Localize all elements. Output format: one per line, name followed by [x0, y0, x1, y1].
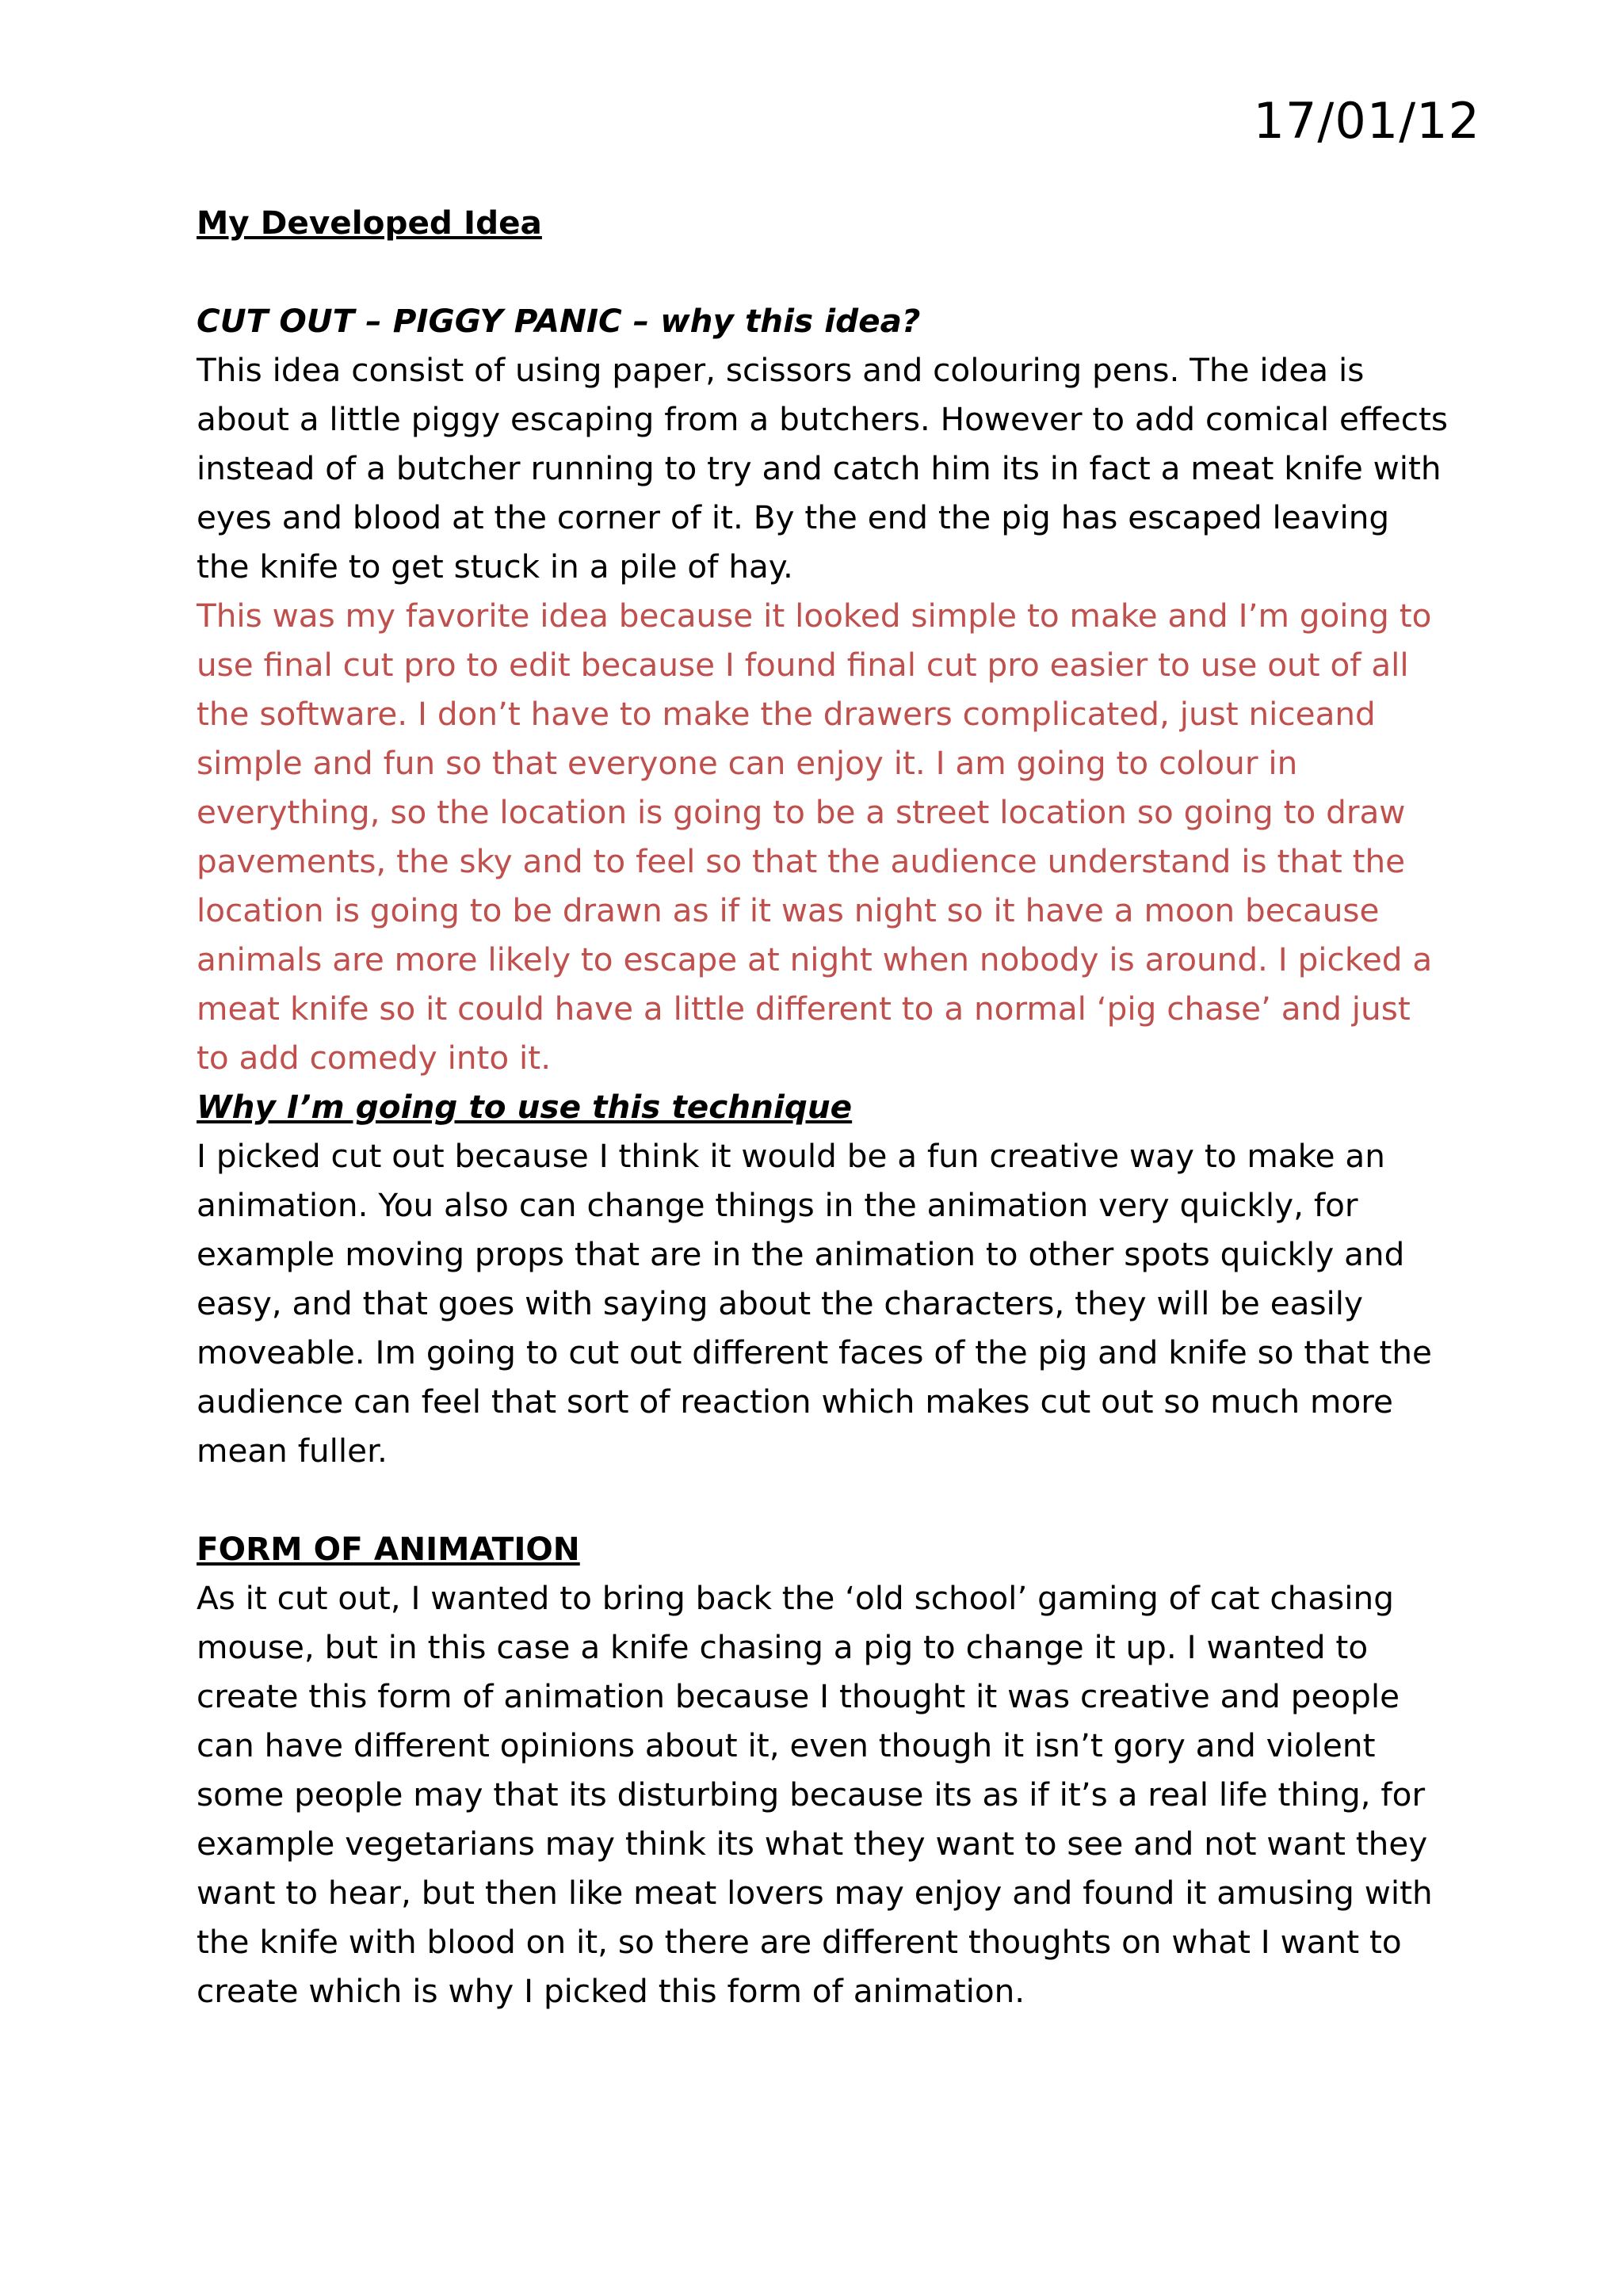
favorite-paragraph: This was my favorite idea because it looked simple to make and I’m going to use final cut pro to edit because I found final cut pro easier to use out of all the software. I don’t have to make the drawers complicated, just niceand simple and fun so that everyone can enjoy it. I am going to colour in everything, so the location is going to be a street location so going to draw pavements, the sky and to feel so that the audience understand is that the location is going to be drawn as if it was night so it have a moon because animals are more likely to escape at night when nobody is around. I picked a meat knife so it could have a little different to a normal ‘pig chase’ and just to add comedy into it. [197, 597, 1433, 1077]
idea-heading: CUT OUT – PIGGY PANIC – why this idea? [197, 302, 921, 340]
idea-paragraph: This idea consist of using paper, scissors and colouring pens. The idea is about a little piggy escaping from a butchers. However to add comical effects instead of a butcher running to try and catch him its in fact a meat knife with eyes and blood at the corner of it. By the end the pig has escaped leaving the knife to get stuck in a pile of hay. [197, 351, 1448, 585]
spacer [197, 1475, 1449, 1524]
technique-paragraph: I picked cut out because I think it would be a fun creative way to make an animation. You also can change things in the animation very quickly, for example moving props that are in the animation to other spots quickly and easy, and that goes with saying about the characters, they will be easily moveable. Im going to cut out different faces of the pig and knife so that the audience can feel that sort of reaction which makes cut out so much more mean fuller. [197, 1137, 1432, 1470]
form-heading: FORM OF ANIMATION [197, 1530, 580, 1568]
document-title: My Developed Idea [197, 204, 542, 242]
document-date: 17/01/12 [1253, 92, 1480, 150]
form-paragraph: As it cut out, I wanted to bring back the ‘old school’ gaming of cat chasing mouse, but in this case a knife chasing a pig to change it up. I wanted to create this form of animation because I thought it was creative and people can have different opinions about it, even though it isn’t gory and violent some people may that its disturbing because its as if it’s a real life thing, for example vegetarians may think its what they want to see and not want they want to hear, but then like meat lovers may enjoy and found it amusing with the knife with blood on it, so there are different thoughts on what I want to create which is why I picked this form of animation. [197, 1579, 1433, 2010]
spacer [197, 247, 1449, 296]
technique-heading: Why I’m going to use this technique [197, 1088, 853, 1126]
document-body [197, 198, 1449, 2016]
